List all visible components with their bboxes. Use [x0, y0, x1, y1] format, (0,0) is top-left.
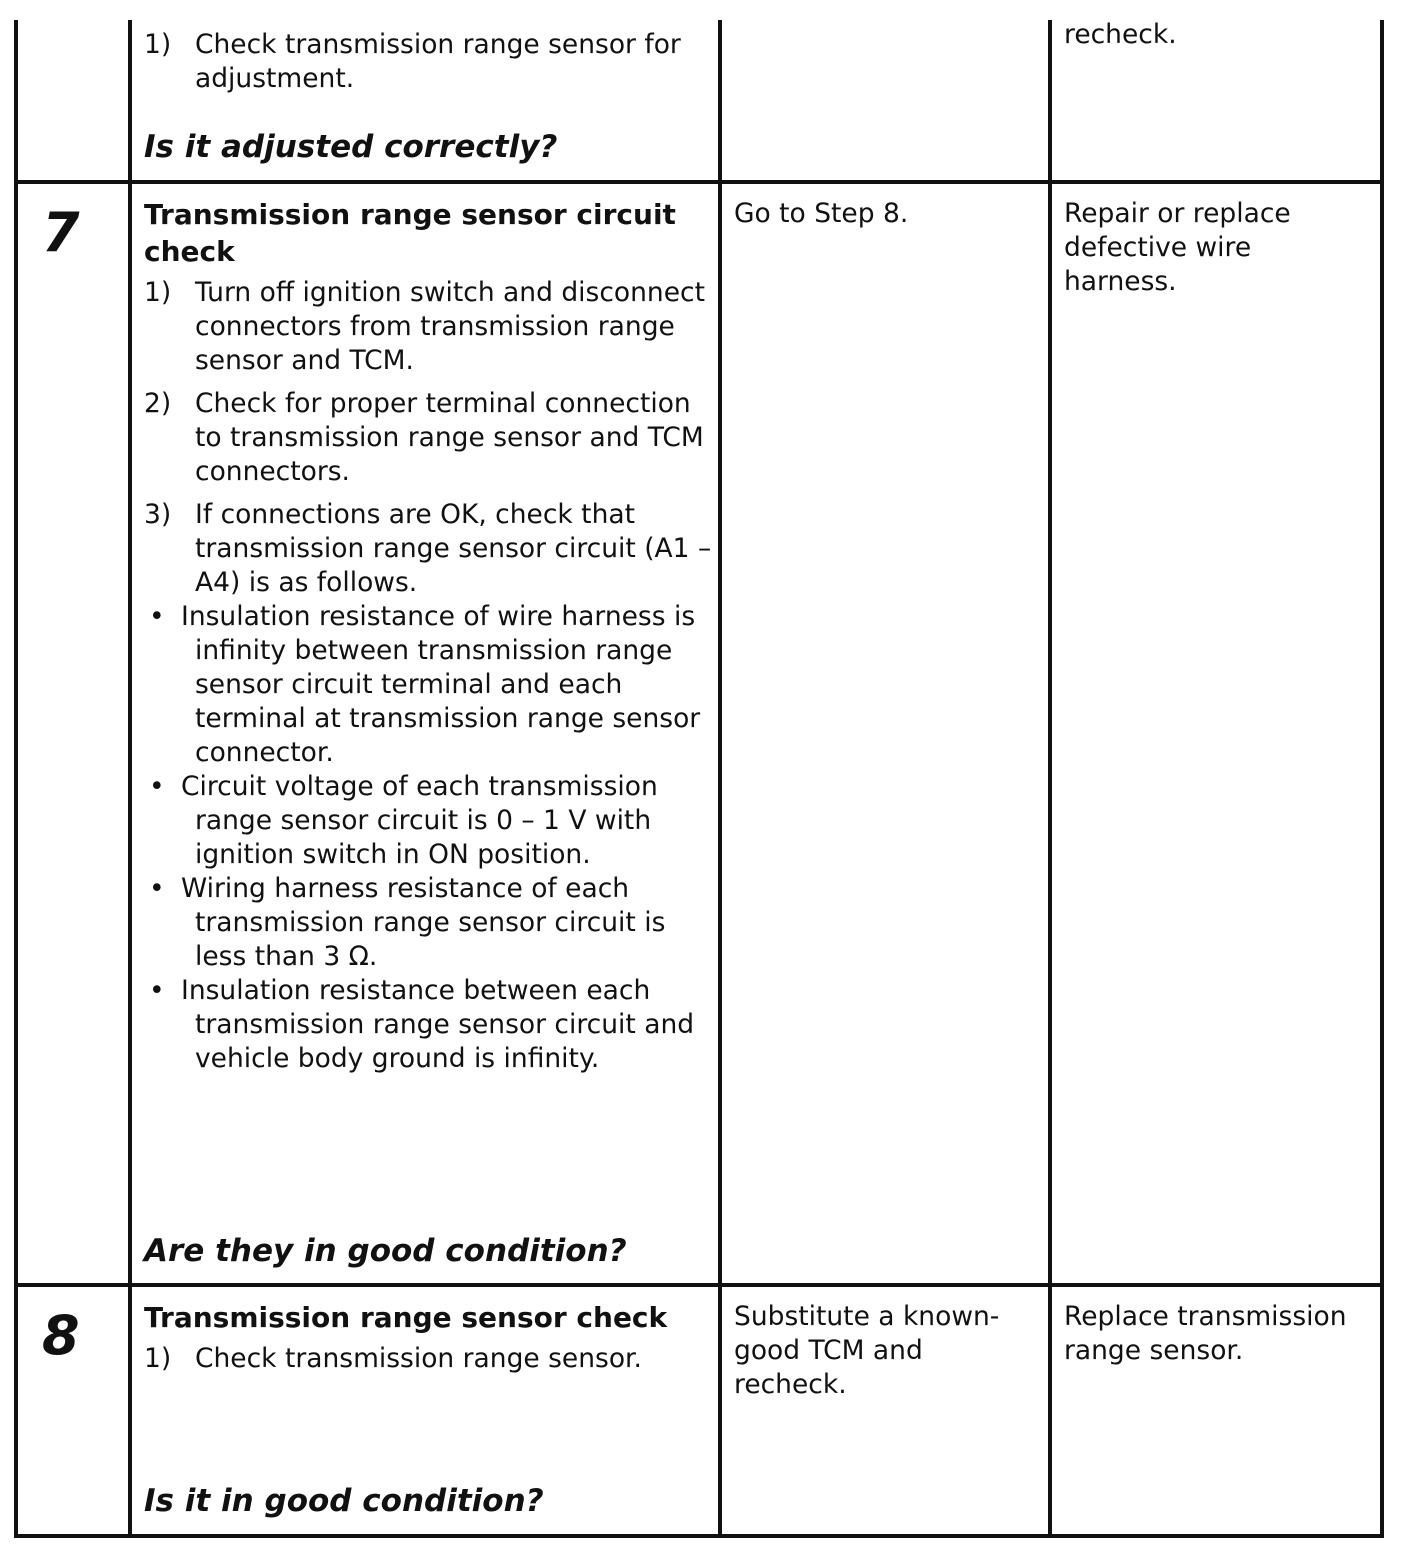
step-8-no-result: Replace transmission range sensor.	[1064, 1301, 1347, 1366]
step-number: 8	[42, 1304, 79, 1367]
bullet-item: • Wiring harness resistance of each transmission range sensor circuit is less than 3 Ω.	[149, 873, 666, 972]
step-7-yes-result: Go to Step 8.	[734, 198, 909, 229]
row-continued-action	[144, 28, 714, 105]
bullet-item: • Insulation resistance between each transmission range sensor circuit and vehicle body ground is infinity.	[149, 975, 695, 1074]
step-item-text: Check transmission range sensor.	[195, 1343, 642, 1374]
step-7-question: Are they in good condition?	[144, 1233, 627, 1269]
bullet-icon: •	[149, 601, 165, 632]
table-border-left	[14, 20, 18, 1538]
table-divider-action	[718, 20, 722, 1538]
table-border-right	[1380, 20, 1384, 1538]
step-7-no-result: Repair or replace defective wire harness.	[1064, 198, 1291, 297]
bullet-icon: •	[149, 975, 165, 1006]
step-item: 1) Check transmission range sensor for adjustment.	[144, 29, 681, 94]
step-item: 2) Check for proper terminal connection to transmission range sensor and TCM connectors.	[144, 388, 704, 487]
step-item-text: If connections are OK, check that transmission range sensor circuit (A1 – A4) is as follows.	[195, 499, 712, 598]
row-divider-8	[14, 1283, 1384, 1287]
step-item: 3) If connections are OK, check that transmission range sensor circuit (A1 – A4) is as follows. • Insulation resistance of wire harness is infinity between transmission range sensor circuit terminal and each terminal at transmission range sensor connector. • Circuit voltage of each transmission range sensor circuit is 0 – 1 V with ignition switch in ON position. • Wiring harness resistance of each transmission range sensor circuit is less than 3 Ω. • Insulation resistance between each transmission range sensor circuit and vehicle body ground is infinity.	[144, 498, 714, 1076]
step-title: Transmission range sensor check	[144, 1301, 668, 1334]
step-8-question: Is it in good condition?	[144, 1483, 544, 1519]
bullet-item: • Circuit voltage of each transmission range sensor circuit is 0 – 1 V with ignition switch in ON position.	[149, 771, 658, 870]
step-7-action	[144, 196, 714, 1076]
step-number: 7	[42, 201, 79, 264]
row-divider-7	[14, 180, 1384, 184]
step-8-yes-result: Substitute a known-good TCM and recheck.	[734, 1301, 1000, 1400]
bullet-icon: •	[149, 873, 165, 904]
bullet-icon: •	[149, 771, 165, 802]
step-8-action	[144, 1299, 714, 1385]
step-title: Transmission range sensor circuit check	[144, 198, 676, 268]
step-item: 1) Turn off ignition switch and disconnect connectors from transmission range sensor and TCM.	[144, 277, 705, 376]
table-divider-yes	[1048, 20, 1052, 1538]
bullet-item: • Insulation resistance of wire harness is infinity between transmission range sensor circuit terminal and each terminal at transmission range sensor connector.	[149, 601, 701, 768]
step-item: 1) Check transmission range sensor.	[144, 1343, 642, 1374]
step-item-text: Check for proper terminal connection to transmission range sensor and TCM connectors.	[195, 388, 704, 487]
table-divider-step	[128, 20, 132, 1538]
table-border-bottom	[14, 1534, 1384, 1538]
step-item-text: Turn off ignition switch and disconnect connectors from transmission range sensor and TCM.	[195, 277, 705, 376]
step-item-text: Check transmission range sensor for adjustment.	[195, 29, 681, 94]
row-continued-no-result: recheck.	[1064, 19, 1177, 50]
row-continued-question: Is it adjusted correctly?	[144, 129, 558, 165]
